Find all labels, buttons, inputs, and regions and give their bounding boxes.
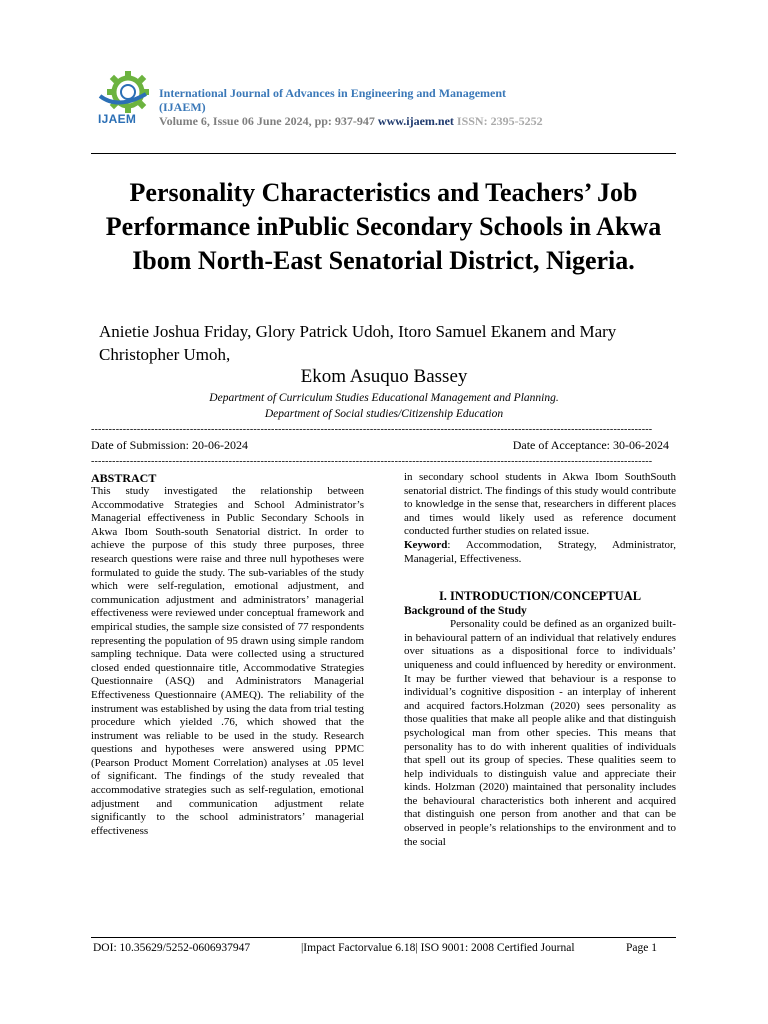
keyword-label: Keyword xyxy=(404,538,448,551)
keyword-text: : Accommodation, Strategy, Administrator, Managerial, Effectiveness. xyxy=(404,538,676,565)
keywords xyxy=(404,539,676,566)
footer-doi: DOI: 10.35629/5252-0606937947 xyxy=(93,942,251,954)
volume-info: Volume 6, Issue 06 June 2024, pp: 937-947 xyxy=(159,114,378,128)
dashed-divider-top: --------------------------------------------------------------------------------------------------------------------------------------------------------------- xyxy=(91,425,653,435)
logo-text: IJAEM xyxy=(98,112,137,126)
section-subheading: Background of the Study xyxy=(404,605,527,618)
abstract-continuation: in secondary school students in Akwa Ibom SouthSouth senatorial district. The findings of this study would contribute to knowledge in the sense that, researchers in different places and times would likely used as reference document conducted further studies on related issue. xyxy=(404,471,677,538)
header-rule xyxy=(91,153,676,154)
gear-logo-icon xyxy=(96,70,156,114)
intro-paragraph: Personality could be defined as an organized built-in behavioural pattern of an individual that relatively endures over situations as a dispositional force to individuals’ uniqueness and could influenced by heredity or environment. It may be further viewed that behaviour is a response to individual’s cognitive disposition - an interplay of inherent and acquired factors.Holzman (2020) sees personality as those qualities that make all people alike and that distinguish psychological man from other species. This means that personality has to do with inherent qualities of individuals that spell out its group of species. These qualities seem to help individuals to distinguish value and appreciate their kinds. Holzman (2020) maintained that personality includes the behavioural characteristics both inherent and acquired that distinguish one person from another and that can be observed in people’s relationships to the environment and to the social xyxy=(404,618,676,848)
author-last: Ekom Asuquo Bassey xyxy=(300,366,468,387)
journal-header xyxy=(159,86,579,128)
abstract-text: This study investigated the relationship between Accommodative Strategies and School Administrator’s Managerial effectiveness in Public Secondary Schools in Akwa Ibom South-south Senatorial district. In order to achieve the purpose of this study three purposes, three research questions were raise and three null hypotheses were formulated to guide the study. The sub-variables of the study which were self-regulation, emotional adjustment, and communication adjustment and administrators’ managerial effectiveness were reviewed under conceptual framework and empirical studies, the sample size consisted of 77 respondents representing the population of 95 drawn using simple random sampling technique. Data were collected using a structured closed ended questionnaire title, Accommodative Strategies Questionnaire (ASQ) and Administrators Managerial Effectiveness Questionnaire (AMEQ). The reliability of the instrument was established by using the data from trial testing procedure which yielded .76, which showed that the instrument was reliable to be used in the study. Research questions and hypotheses were answered using PPMC (Pearson Product Moment Correlation) analyses at .05 level of significant. The findings of the study revealed that accommodative strategies such as self-regulation, emotional adjustment and communication adjustment relate significantly to the school administrators’ managerial effectiveness xyxy=(91,485,364,837)
journal-logo xyxy=(96,70,156,132)
issn: ISSN: 2395-5252 xyxy=(453,114,543,128)
abstract-heading: ABSTRACT xyxy=(91,471,157,485)
journal-website[interactable]: www.ijaem.net xyxy=(377,114,454,128)
authors-line: Anietie Joshua Friday, Glory Patrick Udoh, Itoro Samuel Ekanem and Mary Christopher Umoh, xyxy=(99,322,617,364)
page-footer xyxy=(93,942,663,954)
paper-title: Personality Characteristics and Teachers’ Job Performance inPublic Secondary Schools in Akwa Ibom North-East Senatorial District, Nigeria. xyxy=(105,178,662,275)
footer-page: Page 1 xyxy=(626,942,657,954)
footer-rule xyxy=(91,937,676,938)
left-column xyxy=(91,471,364,838)
journal-name: International Journal of Advances in Engineering and Management xyxy=(159,86,507,100)
date-submission: Date of Submission: 20-06-2024 xyxy=(91,438,248,452)
dashed-divider-bottom: --------------------------------------------------------------------------------------------------------------------------------------------------------------- xyxy=(91,457,653,467)
journal-abbr: (IJAEM) xyxy=(159,100,206,114)
date-acceptance: Date of Acceptance: 30-06-2024 xyxy=(512,438,669,452)
right-column xyxy=(404,471,676,849)
department-1: Department of Curriculum Studies Educational Management and Planning. xyxy=(209,392,559,404)
footer-impact: |Impact Factorvalue 6.18| ISO 9001: 2008 Certified Journal xyxy=(301,942,575,954)
department-2: Department of Social studies/Citizenship Education xyxy=(264,408,504,420)
section-heading: I. INTRODUCTION/CONCEPTUAL xyxy=(438,589,642,604)
